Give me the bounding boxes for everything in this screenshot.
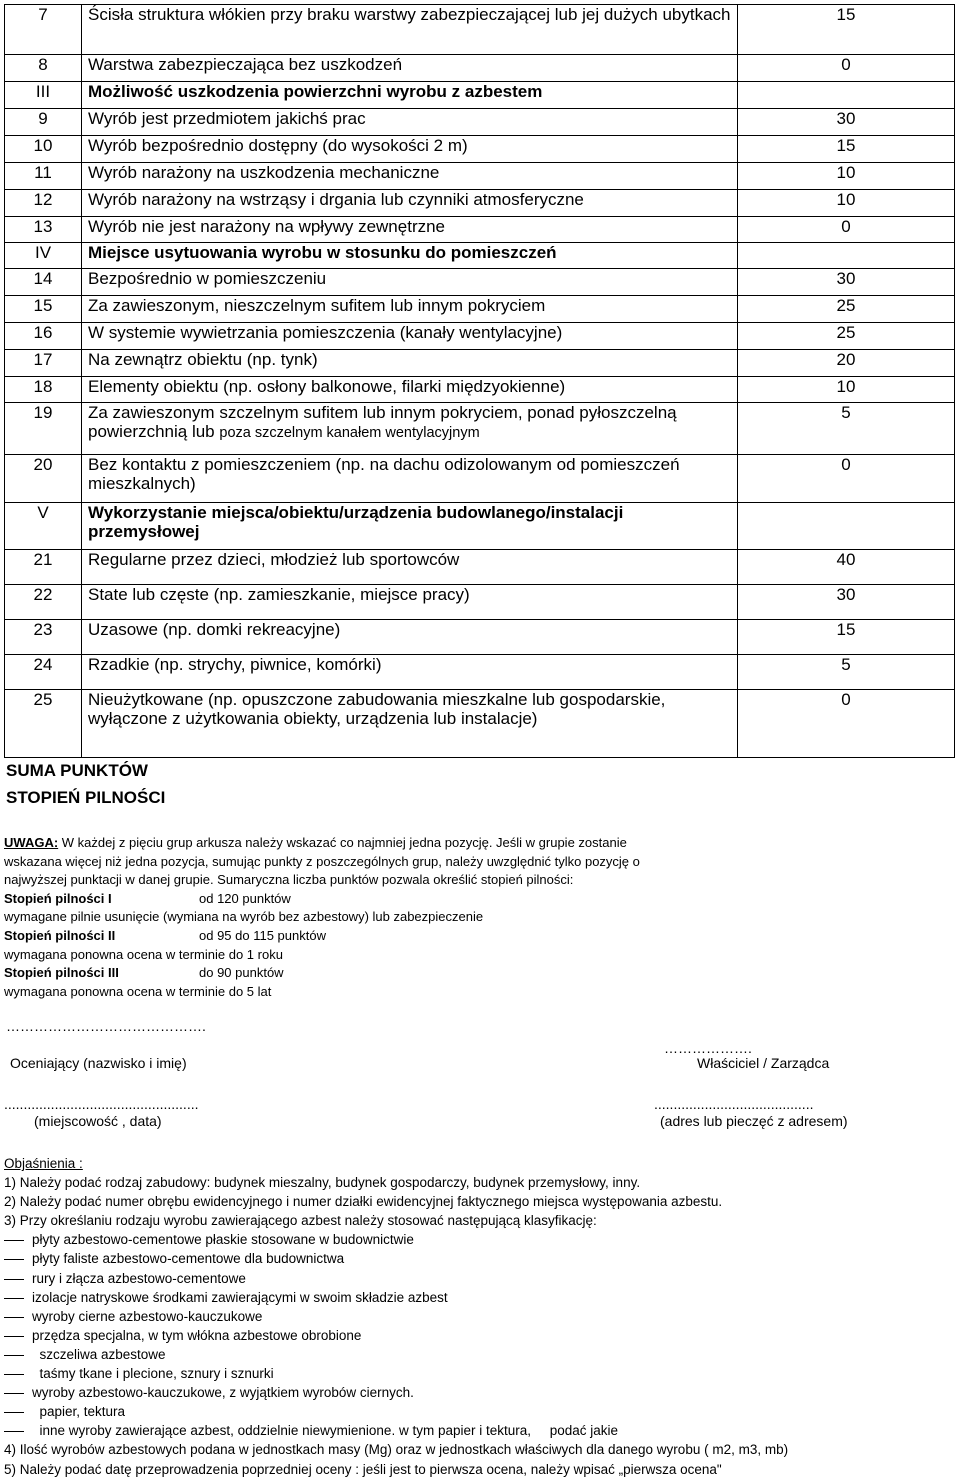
row-num: 23 — [5, 620, 82, 655]
row-desc-main: Za zawieszonym szczelnym sufitem lub innym pokryciem, ponad pyłoszczelną powierzchnią lub — [88, 403, 677, 441]
degree-1-value: od 120 punktów — [199, 890, 291, 906]
row-num: 21 — [5, 550, 82, 585]
row-pts: 5 — [738, 655, 955, 690]
row-num: 9 — [5, 109, 82, 136]
degree-3-desc: wymagana ponowna ocena w terminie do 5 lat — [4, 983, 272, 999]
list-item: wyroby cierne azbestowo-kauczukowe — [4, 1307, 959, 1326]
row-pts: 0 — [738, 217, 955, 243]
row-pts: 10 — [738, 377, 955, 403]
note-line: W każdej z pięciu grup arkusza należy wskazać co najmniej jedna pozycję. Jeśli w grupie zostanie — [58, 835, 627, 850]
row-pts: 30 — [738, 269, 955, 296]
row-num: 22 — [5, 585, 82, 620]
row-desc: Nieużytkowane (np. opuszczone zabudowania mieszkalne lub gospodarskie, wyłączone z użytkowania obiekty, urządzenia lub instalacje) — [82, 690, 738, 758]
urgency-degree-label: STOPIEŃ PILNOŚCI — [6, 788, 166, 807]
list-item: wyroby azbestowo-kauczukowe, z wyjątkiem wyrobów ciernych. — [4, 1383, 959, 1402]
list-item: rury i złącza azbestowo-cementowe — [4, 1269, 959, 1288]
row-pts: 20 — [738, 350, 955, 377]
section-num: III — [5, 82, 82, 109]
degree-2-label: Stopień pilności II — [4, 927, 116, 943]
assessment-table — [4, 4, 955, 758]
note-line: najwyższej punktacji w danej grupie. Sumaryczna liczba punktów pozwala określić stopień pilności: — [4, 872, 574, 888]
explanations-title: Objaśnienia : — [4, 1156, 83, 1171]
row-num: 24 — [5, 655, 82, 690]
signature-dots-right: ………………. — [664, 1040, 752, 1056]
explanation-line: 2) Należy podać numer obrębu ewidencyjnego i numer działki ewidencyjnej faktycznego miejsca występowania azbestu. — [4, 1194, 723, 1210]
dash-icon — [4, 1336, 24, 1337]
list-item: inne wyroby zawierające azbest, oddzielnie niewymienione. w tym papier i tektura, podać jakie — [4, 1421, 959, 1440]
dash-icon — [4, 1259, 24, 1260]
row-num: 10 — [5, 136, 82, 163]
row-pts — [738, 503, 955, 550]
row-desc: State lub częste (np. zamieszkanie, miejsce pracy) — [82, 585, 738, 620]
explanation-line: 4) Ilość wyrobów azbestowych podana w jednostkach masy (Mg) oraz w jednostkach właściwych dla danego wyrobu ( m2, m3, mb) — [4, 1442, 789, 1458]
row-pts: 5 — [738, 403, 955, 455]
explanation-line: 3) Przy określaniu rodzaju wyrobu zawierającego azbest należy stosować następującą klasyfikację: — [4, 1213, 597, 1229]
explanation-line: 1) Należy podać rodzaj zabudowy: budynek mieszalny, budynek gospodarczy, budynek przemysłowy, inny. — [4, 1175, 641, 1191]
dash-icon — [4, 1240, 24, 1241]
row-num: 7 — [5, 5, 82, 55]
row-pts — [738, 243, 955, 269]
dash-icon — [4, 1431, 24, 1432]
row-num: 15 — [5, 296, 82, 323]
row-num: 16 — [5, 323, 82, 350]
row-pts: 25 — [738, 296, 955, 323]
row-desc — [82, 403, 738, 455]
row-desc: Wyrób bezpośrednio dostępny (do wysokości 2 m) — [82, 136, 738, 163]
row-num: 25 — [5, 690, 82, 758]
row-desc: Warstwa zabezpieczająca bez uszkodzeń — [82, 55, 738, 82]
row-pts: 25 — [738, 323, 955, 350]
row-desc: Bezpośrednio w pomieszczeniu — [82, 269, 738, 296]
section-title: Miejsce usytuowania wyrobu w stosunku do pomieszczeń — [82, 243, 738, 269]
section-num: IV — [5, 243, 82, 269]
dash-icon — [4, 1393, 24, 1394]
dash-icon — [4, 1298, 24, 1299]
dash-icon — [4, 1279, 24, 1280]
row-pts — [738, 82, 955, 109]
owner-label: Właściciel / Zarządca — [697, 1055, 830, 1071]
row-desc: Na zewnątrz obiektu (np. tynk) — [82, 350, 738, 377]
row-desc: Wyrób jest przedmiotem jakichś prac — [82, 109, 738, 136]
row-pts: 0 — [738, 455, 955, 503]
place-date-label: (miejscowość , data) — [34, 1113, 162, 1129]
dash-icon — [4, 1317, 24, 1318]
row-pts: 15 — [738, 5, 955, 55]
row-pts: 30 — [738, 585, 955, 620]
notes — [4, 834, 954, 1001]
row-desc: Regularne przez dzieci, młodzież lub sportowców — [82, 550, 738, 585]
row-desc: Wyrób nie jest narażony na wpływy zewnętrzne — [82, 217, 738, 243]
uwaga-label: UWAGA: — [4, 835, 59, 850]
row-desc: Wyrób narażony na uszkodzenia mechaniczne — [82, 163, 738, 190]
list-item: szczeliwa azbestowe — [4, 1345, 959, 1364]
degree-2-value: od 95 do 115 punktów — [199, 927, 326, 943]
explanations — [4, 1154, 959, 1479]
degree-1-label: Stopień pilności I — [4, 890, 112, 906]
note-line: wskazana więcej niż jedna pozycja, sumując punkty z poszczególnych grup, należy uwzględnić tylko pozycję o — [4, 853, 640, 869]
degree-2-desc: wymagana ponowna ocena w terminie do 1 roku — [4, 946, 283, 962]
row-num: 20 — [5, 455, 82, 503]
sum-points-label: SUMA PUNKTÓW — [6, 761, 148, 780]
row-num: 11 — [5, 163, 82, 190]
section-title: Możliwość uszkodzenia powierzchni wyrobu z azbestem — [82, 82, 738, 109]
explanation-line: 5) Należy podać datę przeprowadzenia poprzedniej oceny : jeśli jest to pierwsza ocena, należy wpisać „pierwsza ocena" — [4, 1461, 722, 1477]
list-item: płyty azbestowo-cementowe płaskie stosowane w budownictwie — [4, 1230, 959, 1249]
row-num: 18 — [5, 377, 82, 403]
row-pts: 40 — [738, 550, 955, 585]
list-item: papier, tektura — [4, 1402, 959, 1421]
row-num: 17 — [5, 350, 82, 377]
row-pts: 15 — [738, 136, 955, 163]
list-item: izolacje natryskowe środkami zawierającymi w swoim składzie azbest — [4, 1288, 959, 1307]
address-label: (adres lub pieczęć z adresem) — [660, 1113, 848, 1129]
row-num: 13 — [5, 217, 82, 243]
section-title: Wykorzystanie miejsca/obiektu/urządzenia budowlanego/instalacji przemysłowej — [82, 503, 738, 550]
degree-3-label: Stopień pilności III — [4, 965, 119, 981]
row-pts: 10 — [738, 163, 955, 190]
row-pts: 10 — [738, 190, 955, 217]
dash-icon — [4, 1374, 24, 1375]
place-dots: .................................................. — [4, 1096, 199, 1112]
row-pts: 0 — [738, 55, 955, 82]
dash-icon — [4, 1355, 24, 1356]
row-pts: 0 — [738, 690, 955, 758]
row-num: 19 — [5, 403, 82, 455]
row-pts: 15 — [738, 620, 955, 655]
row-num: 8 — [5, 55, 82, 82]
address-dots: ......................................... — [654, 1096, 814, 1112]
row-desc: W systemie wywietrzania pomieszczenia (kanały wentylacyjne) — [82, 323, 738, 350]
dash-icon — [4, 1412, 24, 1413]
list-item: przędza specjalna, w tym włókna azbestowe obrobione — [4, 1326, 959, 1345]
row-pts: 30 — [738, 109, 955, 136]
signature-dots-left: ……………………………………. — [6, 1018, 206, 1034]
row-desc: Ścisła struktura włókien przy braku warstwy zabezpieczającej lub jej dużych ubytkach — [82, 5, 738, 55]
row-desc: Wyrób narażony na wstrząsy i drgania lub czynniki atmosferyczne — [82, 190, 738, 217]
row-desc: Uzasowe (np. domki rekreacyjne) — [82, 620, 738, 655]
row-desc: Elementy obiektu (np. osłony balkonowe, filarki międzyokienne) — [82, 377, 738, 403]
row-num: 14 — [5, 269, 82, 296]
degree-1-desc: wymagane pilnie usunięcie (wymiana na wyrób bez azbestowy) lub zabezpieczenie — [4, 909, 484, 925]
assessor-label: Oceniający (nazwisko i imię) — [10, 1055, 187, 1071]
row-num: 12 — [5, 190, 82, 217]
row-desc: Rzadkie (np. strychy, piwnice, komórki) — [82, 655, 738, 690]
degree-3-value: do 90 punktów — [199, 965, 284, 981]
section-num: V — [5, 503, 82, 550]
row-desc-small: poza szczelnym kanałem wentylacyjnym — [219, 425, 480, 441]
row-desc: Bez kontaktu z pomieszczeniem (np. na dachu odizolowanym od pomieszczeń mieszkalnych) — [82, 455, 738, 503]
list-item: płyty faliste azbestowo-cementowe dla budownictwa — [4, 1249, 959, 1268]
row-desc: Za zawieszonym, nieszczelnym sufitem lub innym pokryciem — [82, 296, 738, 323]
list-item: taśmy tkane i plecione, sznury i sznurki — [4, 1364, 959, 1383]
